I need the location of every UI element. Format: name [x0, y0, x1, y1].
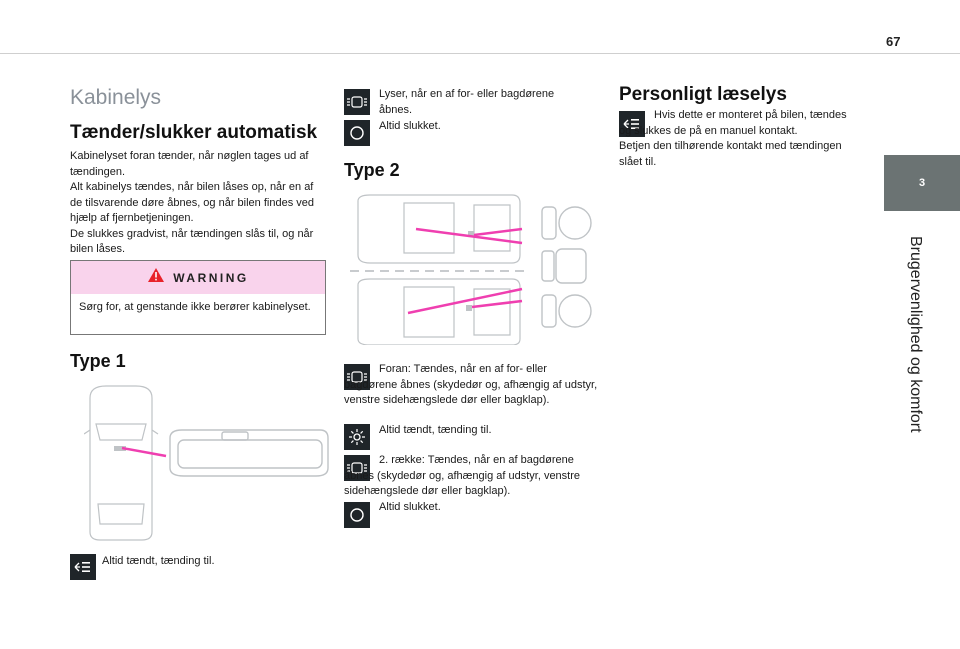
callout-line	[122, 448, 166, 456]
top-divider	[0, 53, 960, 54]
reading-light-text-2: Betjen den tilhørende kontakt med tændingen slået til.	[619, 140, 842, 168]
warning-triangle-icon	[147, 267, 165, 288]
type2-figure	[344, 193, 594, 345]
type1-heading: Type 1	[70, 351, 126, 371]
rear-interior-light-illustration	[542, 207, 591, 327]
type1-caption: Altid tændt, tænding til.	[102, 555, 215, 567]
type1-door-text: Lyser, når en af for- eller bagdørene åbnes.	[379, 88, 555, 116]
type2-front-text: Foran: Tændes, når en af for- eller bagdørene åbnes (skydedør og, afhængig af udstyr, venstre sidehængslede dør eller bagklap).	[344, 363, 598, 406]
intro-paragraph: Kabinelyset foran tænder, når nøglen tages ud af tændingen.	[70, 150, 309, 178]
chapter-title: Brugervenlighed og komfort	[907, 236, 924, 433]
callout-line	[408, 289, 522, 313]
warning-box	[70, 260, 326, 335]
page-number: 67	[886, 34, 901, 49]
type2-row2-text: 2. række: Tændes, når en af bagdørene åbnes (skydedør og, afhængig af udstyr, venstre sidehængslede dør eller bagklap).	[344, 454, 581, 497]
callout-line	[472, 301, 522, 307]
chapter-number: 3	[918, 177, 926, 189]
type2-heading: Type 2	[344, 160, 400, 180]
circle-off-icon	[344, 502, 370, 528]
intro-text	[70, 149, 328, 258]
reading-light-heading: Personligt læselys	[619, 84, 787, 105]
type1-figure	[84, 384, 330, 544]
chapter-tab[interactable]	[884, 155, 960, 211]
type2-always-on-text: Altid tændt, tænding til.	[379, 424, 492, 436]
sun-on-icon	[344, 424, 370, 450]
reading-light-text-1: Hvis dette er monteret på bilen, tændes og slukkes de på en manuel kontakt.	[619, 109, 847, 137]
front-interior-light-illustration	[170, 430, 328, 476]
warning-text: Sørg for, at genstande ikke berører kabinelyset.	[79, 301, 311, 313]
car-door-icon	[344, 89, 370, 115]
type2-off-text: Altid slukket.	[379, 501, 441, 513]
intro-paragraph: Alt kabinelys tændes, når bilen låses op, når en af de tilsvarende døre åbnes, og når bilen findes ved hjælp af fjernbetjeningen.	[70, 181, 314, 224]
section-subtitle: Tænder/slukker automatisk	[70, 122, 318, 143]
circle-off-icon	[344, 120, 370, 146]
car-top-view-illustration	[84, 386, 158, 540]
reading-light-icon	[70, 554, 96, 580]
section-title: Kabinelys	[70, 86, 162, 109]
warning-title: WARNING	[173, 270, 249, 285]
warning-header	[71, 261, 325, 294]
intro-paragraph: De slukkes gradvist, når tændingen slås til, og når bilen låses.	[70, 227, 314, 255]
type1-off-text: Altid slukket.	[379, 120, 441, 132]
callout-line	[474, 229, 522, 235]
